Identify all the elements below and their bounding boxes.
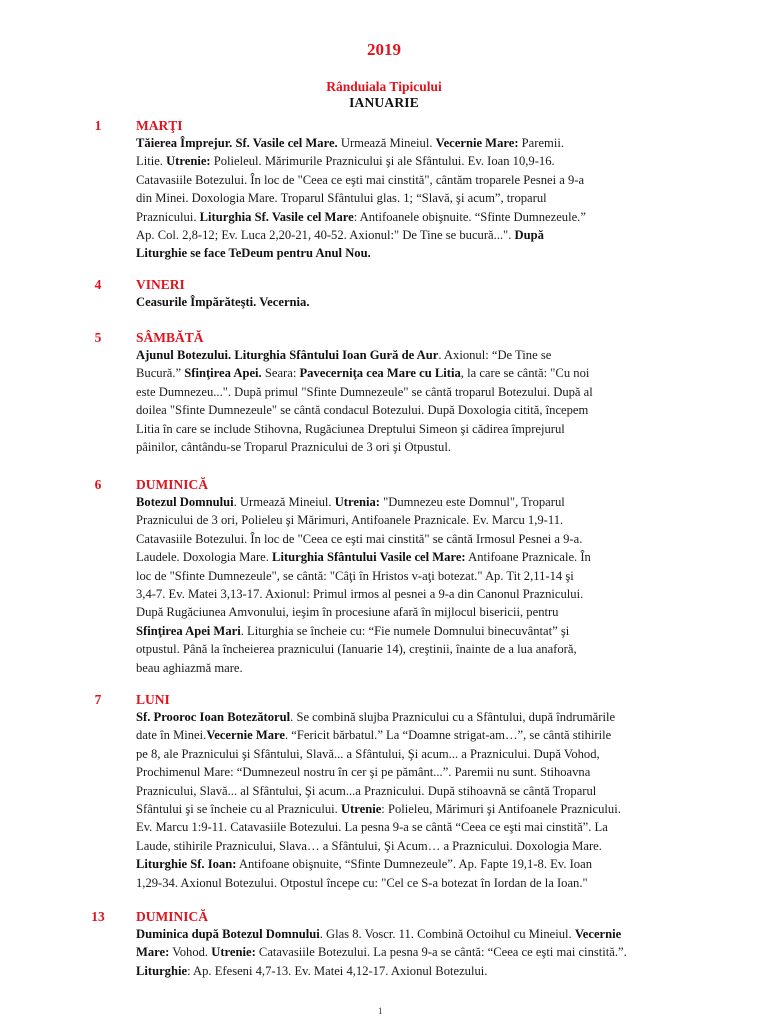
text-segment: : Ap. Efeseni 4,7-13. Ev. Matei 4,12-17. Axionul Botezului. <box>187 963 488 978</box>
text-segment: . Axionul: “De Tine se <box>438 348 552 362</box>
entry-line <box>136 659 731 677</box>
text-segment: 1,29-34. Axionul Botezului. Otpostul începe cu: "Cel ce S-a botezat în Iordan de la Ioan." <box>136 875 588 890</box>
text-segment: . Urmează Mineiul. <box>233 495 335 509</box>
text-segment: Litie. <box>136 154 167 169</box>
entry-line <box>136 401 731 419</box>
entry-day-number: 5 <box>94 330 102 345</box>
text-segment: . “Fericit bărbatul.” La “Doamne strigat-am…”, se cântă stihirile <box>285 728 612 743</box>
bold-segment: Liturghia Sf. Vasile cel Mare <box>199 209 354 224</box>
document-heading: Rânduiala Tipicului <box>326 79 442 94</box>
entry-line <box>136 420 731 438</box>
bold-segment: Pavecerniţa cea Mare cu Litia <box>299 366 461 381</box>
bold-segment: Liturghie <box>136 963 188 978</box>
month-title: IANUARIE <box>349 95 419 110</box>
entry-line <box>136 493 731 511</box>
text-segment: Catavasiile Botezului. În loc de "Ceea ce eşti mai cinstită" se cântă Irmosul Pesnei a 9-a. <box>136 531 583 546</box>
bold-segment: Ajunul Botezului. Liturghia Sfântului Ioan Gură de Aur <box>136 348 439 362</box>
entry-line <box>136 962 731 980</box>
entry-weekday: MARŢI <box>136 118 183 133</box>
entry-line <box>136 603 731 621</box>
entry-line <box>136 585 731 603</box>
text-segment: Vohod. <box>169 945 212 960</box>
entry-line <box>136 346 731 364</box>
bold-segment: Liturghia Sfântului Vasile cel Mare: <box>272 550 466 565</box>
text-segment: . Liturghia se încheie cu: “Fie numele Domnului binecuvântat” şi <box>240 623 570 638</box>
bold-segment: Vecernie <box>574 927 622 941</box>
text-segment: Praznicului. <box>136 209 200 224</box>
bold-segment: Liturghie se face TeDeum pentru Anul Nou. <box>136 246 371 261</box>
entry-text <box>136 708 731 892</box>
entry-line <box>136 438 731 456</box>
bold-segment: Utrenie: <box>166 154 211 169</box>
entry-line <box>136 171 731 189</box>
entry-line <box>136 511 731 529</box>
bold-segment: Utrenia: <box>334 495 380 509</box>
text-segment: pe 8, ale Praznicului şi Sfântului, Slavă... a Sfântului, Şi acum... a Praznicului. După Vohod, <box>136 746 600 761</box>
entry-text <box>136 346 731 456</box>
bold-segment: Ceasurile Împărăteşti. Vecernia. <box>136 295 310 309</box>
entry-day-number: 1 <box>94 118 102 133</box>
bold-segment: Sfinţirea Apei Mari <box>136 623 241 638</box>
bold-segment: Vecernie Mare: <box>435 136 519 150</box>
text-segment: După Rugăciunea Amvonului, ieşim în procesiune afară în mijlocul bisericii, pentru <box>136 605 559 620</box>
entry-line <box>136 548 731 566</box>
text-segment: Praznicului, Slavă... al Sfântului, Şi acum...a Praznicului. După stihoavnă se cântă Troparul <box>136 783 597 798</box>
entry-line <box>136 622 731 640</box>
entry-weekday: SÂMBĂTĂ <box>136 330 204 345</box>
bold-segment: După <box>514 228 544 243</box>
entry-line <box>136 763 731 781</box>
text-segment: : Antifoanele obişnuite. “Sfinte Dumnezeule.” <box>353 209 586 224</box>
text-segment: . Glas 8. Voscr. 11. Combină Octoihul cu Mineiul. <box>319 927 575 941</box>
bold-segment: Mare: <box>136 945 170 960</box>
entry-line <box>136 837 731 855</box>
text-segment: 3,4-7. Ev. Matei 3,13-17. Axionul: Primul irmos al pesnei a 9-a din Canonul Praznicului. <box>136 587 584 602</box>
entry-line <box>136 530 731 548</box>
text-segment: Seara: <box>261 366 300 381</box>
text-segment: : Polieleu, Mărimuri şi Antifoanele Praznicului. <box>381 802 621 817</box>
text-segment: Paremii. <box>518 136 564 150</box>
bold-segment: Utrenie <box>340 802 382 817</box>
entry-line <box>136 383 731 401</box>
text-segment: pâinilor, cântându-se Troparul Praznicului de 3 ori şi Otpustul. <box>136 440 451 455</box>
text-segment: Antifoane Praznicale. În <box>465 550 591 565</box>
text-segment: loc de "Sfinte Dumnezeule", se cântă: "Câţi în Hristos v-aţi botezat." Ap. Tit 2,11-14 şi <box>136 568 574 583</box>
entry-line <box>136 208 731 226</box>
text-segment: "Dumnezeu este Domnul", Troparul <box>379 495 565 509</box>
entry-text <box>136 293 731 311</box>
text-segment: otpustul. Până la încheierea praznicului (Ianuarie 14), creştinii, înainte de a lua anaforă, <box>136 642 577 657</box>
text-segment: Urmează Mineiul. <box>337 136 436 150</box>
text-segment: Laudele. Doxologia Mare. <box>136 550 273 565</box>
year-title: 2019 <box>367 40 401 59</box>
entry-line <box>136 874 731 892</box>
page-number: 1 <box>378 1006 383 1016</box>
entry-line <box>136 782 731 800</box>
bold-segment: Sfinţirea Apei. <box>184 366 262 381</box>
entry-line <box>136 189 731 207</box>
text-segment: Laude, stihirile Praznicului, Slava… a Sfântului, Şi Acum… a Praznicului. Doxologia Mare. <box>136 838 602 853</box>
text-segment: Polieleul. Mărimurile Praznicului şi ale Sfântului. Ev. Ioan 10,9-16. <box>210 154 555 169</box>
bold-segment: Utrenie: <box>211 945 256 960</box>
text-segment: beau aghiazmă mare. <box>136 660 243 675</box>
entry-line <box>136 708 731 726</box>
entry-line <box>136 293 731 311</box>
entry-day-number: 7 <box>94 692 102 707</box>
entry-line <box>136 134 731 152</box>
entry-line <box>136 244 731 262</box>
entry-text <box>136 493 731 677</box>
entry-line <box>136 925 731 943</box>
entry-line <box>136 152 731 170</box>
entry-text <box>136 134 731 263</box>
entry-line <box>136 800 731 818</box>
bold-segment: Sf. Prooroc Ioan Botezătorul <box>136 710 291 724</box>
text-segment: din Minei. Doxologia Mare. Troparul Sfântului glas. 1; “Slavă, şi acum”, troparul <box>136 191 547 206</box>
text-segment: Bucură.” <box>136 366 185 381</box>
entry-line <box>136 567 731 585</box>
bold-segment: Botezul Domnului <box>136 495 234 509</box>
text-segment: Antifoane obişnuite, “Sfinte Dumnezeule”. Ap. Fapte 19,1-8. Ev. Ioan <box>236 857 592 872</box>
text-segment: date în Minei. <box>136 728 207 743</box>
entry-line <box>136 364 731 382</box>
entry-line <box>136 855 731 873</box>
entry-day-number: 13 <box>91 909 105 924</box>
bold-segment: Duminica după Botezul Domnului <box>136 927 320 941</box>
entry-line <box>136 726 731 744</box>
text-segment: Praznicului de 3 ori, Polieleu şi Mărimuri, Antifoanele Praznicale. Ev. Marcu 1,9-11. <box>136 513 564 528</box>
entry-day-number: 6 <box>94 477 102 492</box>
text-segment: Ev. Marcu 1:9-11. Catavasiile Botezului. La pesna 9-a se cântă “Ceea ce eşti mai cinstită”. La <box>136 820 608 835</box>
text-segment: , la care se cântă: "Cu noi <box>460 366 590 381</box>
bold-segment: Vecernie Mare <box>206 728 285 743</box>
text-segment: este Dumnezeu...". După primul "Sfinte Dumnezeule" se cântă troparul Botezului. După al <box>136 384 593 399</box>
text-segment: Sfântului şi se încheie cu al Praznicului. <box>136 802 341 817</box>
entry-text <box>136 925 731 980</box>
entry-weekday: VINERI <box>136 277 185 292</box>
entry-line <box>136 226 731 244</box>
text-segment: Catavasiile Botezului. În loc de "Ceea ce eşti mai cinstită", cântăm troparele Pesnei a 9-a <box>136 172 585 187</box>
text-segment: Catavasiile Botezului. La pesna 9-a se cântă: “Ceea ce eşti mai cinstită.”. <box>255 945 627 960</box>
text-segment: Prochimenul Mare: “Dumnezeul nostru în cer şi pe pământ...”. Paremii nu sunt. Stihoavna <box>136 765 591 780</box>
entry-day-number: 4 <box>94 277 102 292</box>
bold-segment: Tăierea Împrejur. Sf. Vasile cel Mare. <box>136 136 338 150</box>
text-segment: . Se combină slujba Praznicului cu a Sfântului, după îndrumările <box>290 710 616 724</box>
bold-segment: Liturghie Sf. Ioan: <box>136 857 237 872</box>
entry-line <box>136 943 731 961</box>
text-segment: doilea "Sfinte Dumnezeule" se cântă condacul Botezului. După Doxologia citită, începem <box>136 403 589 418</box>
entry-line <box>136 640 731 658</box>
entry-weekday: DUMINICĂ <box>136 909 208 924</box>
entry-line <box>136 818 731 836</box>
entry-weekday: LUNI <box>136 692 170 707</box>
entry-weekday: DUMINICĂ <box>136 477 208 492</box>
text-segment: Ap. Col. 2,8-12; Ev. Luca 2,20-21, 40-52. Axionul:" De Tine se bucură...". <box>136 228 515 243</box>
entry-line <box>136 745 731 763</box>
text-segment: Litia în care se include Stihovna, Rugăciunea Dreptului Simeon şi cădirea împrejurul <box>136 421 565 436</box>
